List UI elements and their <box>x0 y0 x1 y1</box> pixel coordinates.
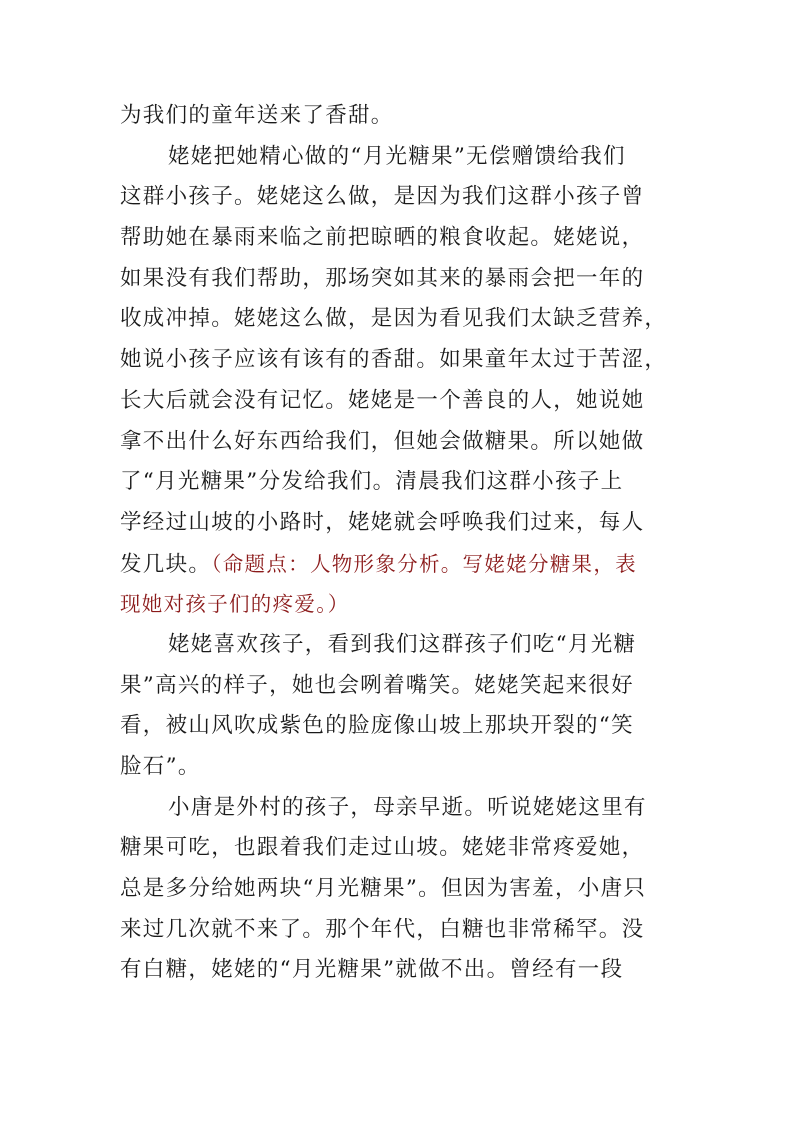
paragraph-line: 总是多分给她两块“月光糖果”。但因为害羞，小唐只 <box>120 876 647 902</box>
paragraph-line: 果”高兴的样子，她也会咧着嘴笑。姥姥笑起来很好 <box>120 672 634 698</box>
paragraph-line: 长大后就会没有记忆。姥姥是一个善良的人，她说她 <box>120 387 645 413</box>
paragraph-line: 她说小孩子应该有该有的香甜。如果童年太过于苦涩， <box>120 347 668 373</box>
paragraph-line: 看，被山风吹成紫色的脸庞像山坡上那块开裂的“笑 <box>120 713 634 739</box>
paragraph-line: 这群小孩子。姥姥这么做，是因为我们这群小孩子曾 <box>120 184 645 210</box>
paragraph-line: 脸石”。 <box>120 754 201 779</box>
paragraph-line: 了“月光糖果”分发给我们。清晨我们这群小孩子上 <box>120 469 624 495</box>
paragraph-text: 发几块。 <box>120 551 212 577</box>
paragraph-line: 帮助她在暴雨来临之前把晾晒的粮食收起。姥姥说， <box>120 225 645 251</box>
article-body <box>120 96 680 991</box>
paragraph-line: 姥姥把她精心做的“月光糖果”无偿赠馈给我们 <box>168 143 626 169</box>
paragraph-line: 姥姥喜欢孩子，看到我们这群孩子们吃“月光糖 <box>168 631 637 657</box>
paragraph-line: 小唐是外村的孩子，母亲早逝。听说姥姥这里有 <box>168 794 647 820</box>
paragraph-line: 如果没有我们帮助，那场突如其来的暴雨会把一年的 <box>120 265 645 291</box>
paragraph-line: 糖果可吃，也跟着我们走过山坡。姥姥非常疼爱她， <box>120 835 645 861</box>
annotation-note: （命题点：人物形象分析。写姥姥分糖果，表 <box>211 551 637 576</box>
paragraph-line-with-note <box>120 544 680 585</box>
paragraph-line: 学经过山坡的小路时，姥姥就会呼唤我们过来，每人 <box>120 509 645 535</box>
paragraph-line: 拿不出什么好东西给我们，但她会做糖果。所以她做 <box>120 428 645 454</box>
paragraph-line: 收成冲掉。姥姥这么做，是因为看见我们太缺乏营养， <box>120 306 668 332</box>
paragraph-line: 有白糖，姥姥的“月光糖果”就做不出。曾经有一段 <box>120 957 624 983</box>
annotation-note: 现她对孩子们的疼爱。） <box>120 592 350 617</box>
paragraph-line: 为我们的童年送来了香甜。 <box>120 103 394 128</box>
paragraph-line: 来过几次就不来了。那个年代，白糖也非常稀罕。没 <box>120 916 645 942</box>
